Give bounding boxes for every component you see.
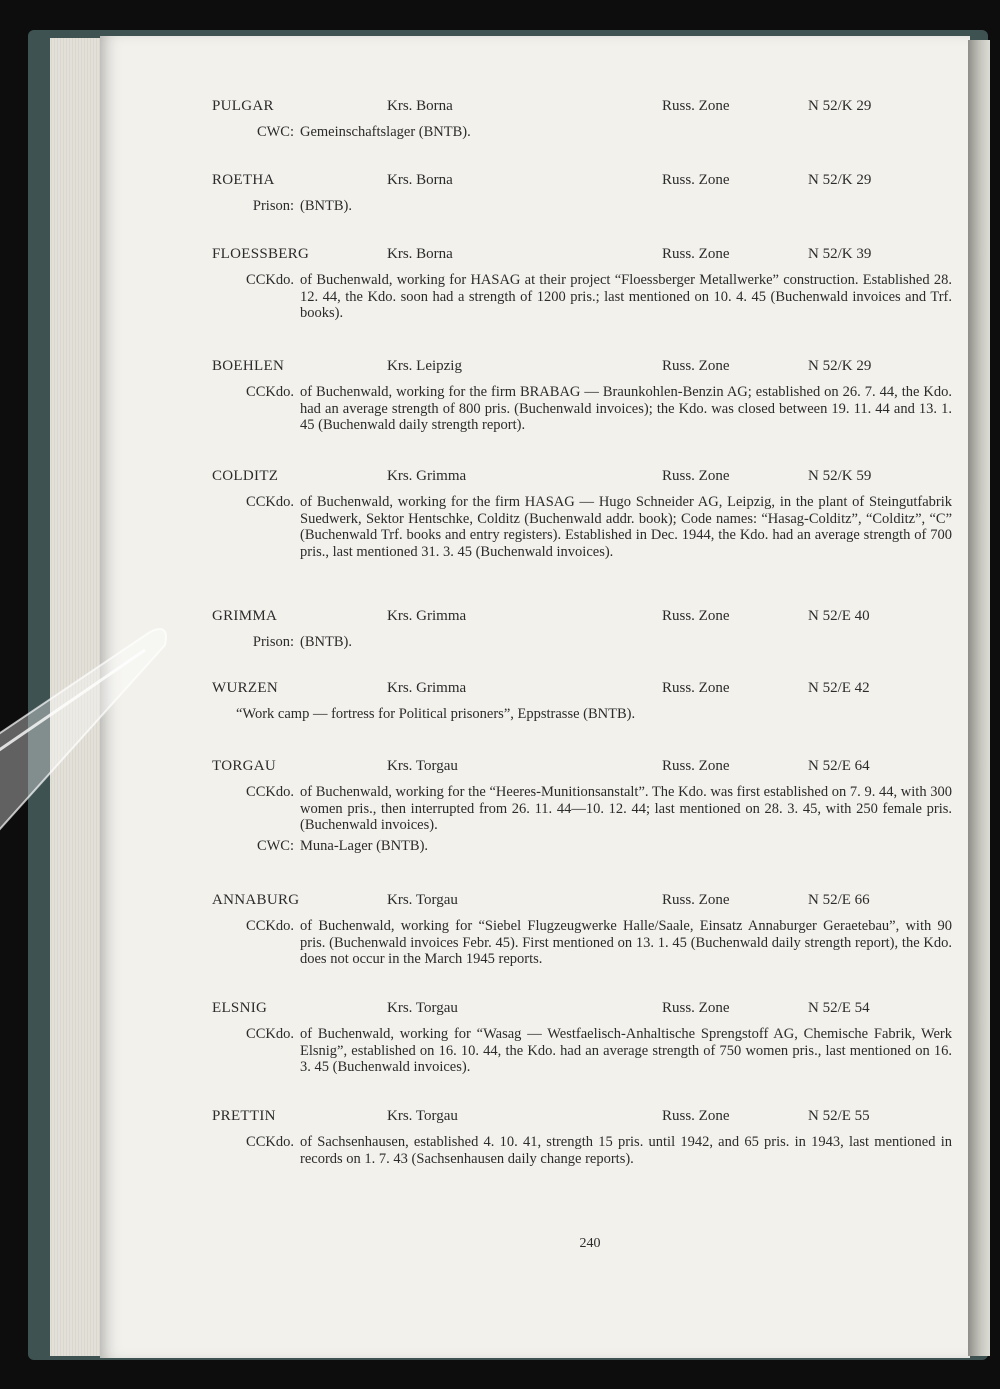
entry-label: CCKdo.	[246, 918, 294, 934]
entry-text: of Buchenwald, working for HASAG at their project “Floessberger Metallwerke” construction. Established 28. 12. 44, the Kdo. soon had a strength of 1200 pris.; last mentioned on 10. 4. 45 (Buchenwald invoices and Trf. books).	[300, 272, 952, 321]
zone: Russ. Zone	[662, 608, 730, 624]
entry-detail	[212, 272, 952, 322]
entry-header	[212, 468, 952, 490]
district: Krs. Torgau	[387, 1000, 458, 1016]
zone: Russ. Zone	[662, 1108, 730, 1124]
entry-prettin	[212, 1108, 952, 1167]
entry-header	[212, 246, 952, 268]
map-reference: N 52/E 66	[808, 892, 870, 908]
map-reference: N 52/K 39	[808, 246, 872, 262]
map-reference: N 52/E 54	[808, 1000, 870, 1016]
zone: Russ. Zone	[662, 172, 730, 188]
entry-detail	[212, 384, 952, 434]
map-reference: N 52/E 42	[808, 680, 870, 696]
district: Krs. Borna	[387, 172, 453, 188]
entry-header	[212, 1108, 952, 1130]
entry-colditz	[212, 468, 952, 560]
district: Krs. Borna	[387, 246, 453, 262]
entry-text: (BNTB).	[300, 634, 352, 650]
entry-label: CCKdo.	[246, 1026, 294, 1042]
entry-header	[212, 608, 952, 630]
place-name: PULGAR	[212, 98, 274, 114]
entry-label: CCKdo.	[246, 272, 294, 288]
place-name: PRETTIN	[212, 1108, 276, 1124]
map-reference: N 52/E 64	[808, 758, 870, 774]
zone: Russ. Zone	[662, 892, 730, 908]
entry-text: of Buchenwald, working for “Wasag — Westfaelisch-Anhaltische Sprengstoff AG, Chemische Fabrik, Werk Elsnig”, established on 16. 10. 44, the Kdo. had an average strength of 750 women pris., last mentioned on 16. 3. 45 (Buchenwald invoices).	[300, 1026, 952, 1075]
place-name: COLDITZ	[212, 468, 279, 484]
entry-detail	[212, 198, 952, 215]
place-name: BOEHLEN	[212, 358, 285, 374]
place-name: GRIMMA	[212, 608, 278, 624]
entry-header	[212, 680, 952, 702]
place-name: TORGAU	[212, 758, 277, 774]
entry-elsnig	[212, 1000, 952, 1076]
entry-grimma	[212, 608, 952, 651]
map-reference: N 52/E 40	[808, 608, 870, 624]
zone: Russ. Zone	[662, 758, 730, 774]
entry-wurzen	[212, 680, 952, 723]
entry-detail	[212, 784, 952, 834]
entry-detail	[212, 918, 952, 968]
entry-text: Gemeinschaftslager (BNTB).	[300, 124, 471, 140]
map-reference: N 52/E 55	[808, 1108, 870, 1124]
district: Krs. Torgau	[387, 758, 458, 774]
entry-text: “Work camp — fortress for Political prisoners”, Eppstrasse (BNTB).	[236, 706, 636, 722]
entry-header	[212, 358, 952, 380]
entry-label: Prison:	[252, 634, 294, 650]
entry-header	[212, 172, 952, 194]
place-name: ELSNIG	[212, 1000, 268, 1016]
entry-detail	[212, 1026, 952, 1076]
district: Krs. Torgau	[387, 892, 458, 908]
zone: Russ. Zone	[662, 358, 730, 374]
entry-header	[212, 892, 952, 914]
entry-text: Muna-Lager (BNTB).	[300, 837, 429, 854]
entry-detail	[212, 838, 952, 855]
district: Krs. Leipzig	[387, 358, 462, 374]
map-reference: N 52/K 29	[808, 172, 872, 188]
book-gutter	[968, 40, 990, 1356]
zone: Russ. Zone	[662, 98, 730, 114]
entry-annaburg	[212, 892, 952, 968]
entry-detail	[212, 1134, 952, 1167]
entry-text: (BNTB).	[300, 198, 352, 214]
entry-detail	[212, 124, 952, 141]
page-number: 240	[579, 1236, 601, 1251]
place-name: FLOESSBERG	[212, 246, 310, 262]
entry-label: CWC:	[256, 837, 294, 854]
entry-text: of Buchenwald, working for the “Heeres-Munitionsanstalt”. The Kdo. was first established on 7. 9. 44, with 300 women pris., then interrupted from 26. 11. 44—10. 12. 44; last mentioned on 28. 3. 45, with 250 female pris. (Buchenwald invoices).	[300, 784, 952, 833]
entry-roetha	[212, 172, 952, 215]
place-name: ROETHA	[212, 172, 275, 188]
district: Krs. Torgau	[387, 1108, 458, 1124]
zone: Russ. Zone	[662, 680, 730, 696]
place-name: WURZEN	[212, 680, 278, 696]
entry-detail	[212, 634, 952, 651]
entry-label: Prison:	[252, 198, 294, 214]
entry-torgau	[212, 758, 952, 854]
map-reference: N 52/K 29	[808, 358, 872, 374]
zone: Russ. Zone	[662, 246, 730, 262]
entry-pulgar	[212, 98, 952, 141]
entry-header	[212, 98, 952, 120]
entry-label: CCKdo.	[246, 784, 294, 800]
district: Krs. Grimma	[387, 680, 467, 696]
district: Krs. Grimma	[387, 468, 467, 484]
district: Krs. Grimma	[387, 608, 467, 624]
place-name: ANNABURG	[212, 892, 300, 908]
entry-text: of Buchenwald, working for the firm HASAG — Hugo Schneider AG, Leipzig, in the plant of Steingutfabrik Suedwerk, Sektor Hentschke, Colditz (Buchenwald addr. book); Code names: “Hasag-Colditz”, “Colditz”, “C” (Buchenwald Trf. books and entry registers). Established in Dec. 1944, the Kdo. had an average strength of 700 pris., last mentioned 31. 3. 45 (Buchenwald invoices).	[300, 494, 952, 560]
entry-detail	[212, 494, 952, 560]
entry-text: of Sachsenhausen, established 4. 10. 41, strength 15 pris. until 1942, and 65 pris. in 1943, last mentioned in records on 1. 7. 43 (Sachsenhausen daily change reports).	[300, 1134, 952, 1167]
entry-text: of Buchenwald, working for the firm BRABAG — Braunkohlen-Benzin AG; established on 26. 7. 44, the Kdo. had an average strength of 800 pris. (Buchenwald invoices); the Kdo. was closed between 19. 11. 44 and 13. 1. 45 (Buchenwald daily strength report).	[300, 384, 952, 433]
map-reference: N 52/K 29	[808, 98, 872, 114]
entry-header	[212, 758, 952, 780]
entry-label: CCKdo.	[246, 384, 294, 400]
entry-text: of Buchenwald, working for “Siebel Flugzeugwerke Halle/Saale, Einsatz Annaburger Geraetebau”, with 90 pris. (Buchenwald invoices Febr. 45). First mentioned on 13. 1. 45 (Buchenwald daily strength report), the Kdo. does not occur in the March 1945 reports.	[300, 918, 952, 967]
entry-floessberg	[212, 246, 952, 322]
zone: Russ. Zone	[662, 1000, 730, 1016]
district: Krs. Borna	[387, 98, 453, 114]
entry-label: CCKdo.	[246, 1134, 294, 1150]
map-reference: N 52/K 59	[808, 468, 872, 484]
entry-detail	[212, 706, 952, 723]
entry-label: CWC:	[256, 124, 294, 140]
entry-header	[212, 1000, 952, 1022]
entry-boehlen	[212, 358, 952, 434]
zone: Russ. Zone	[662, 468, 730, 484]
entry-label: CCKdo.	[246, 494, 294, 510]
